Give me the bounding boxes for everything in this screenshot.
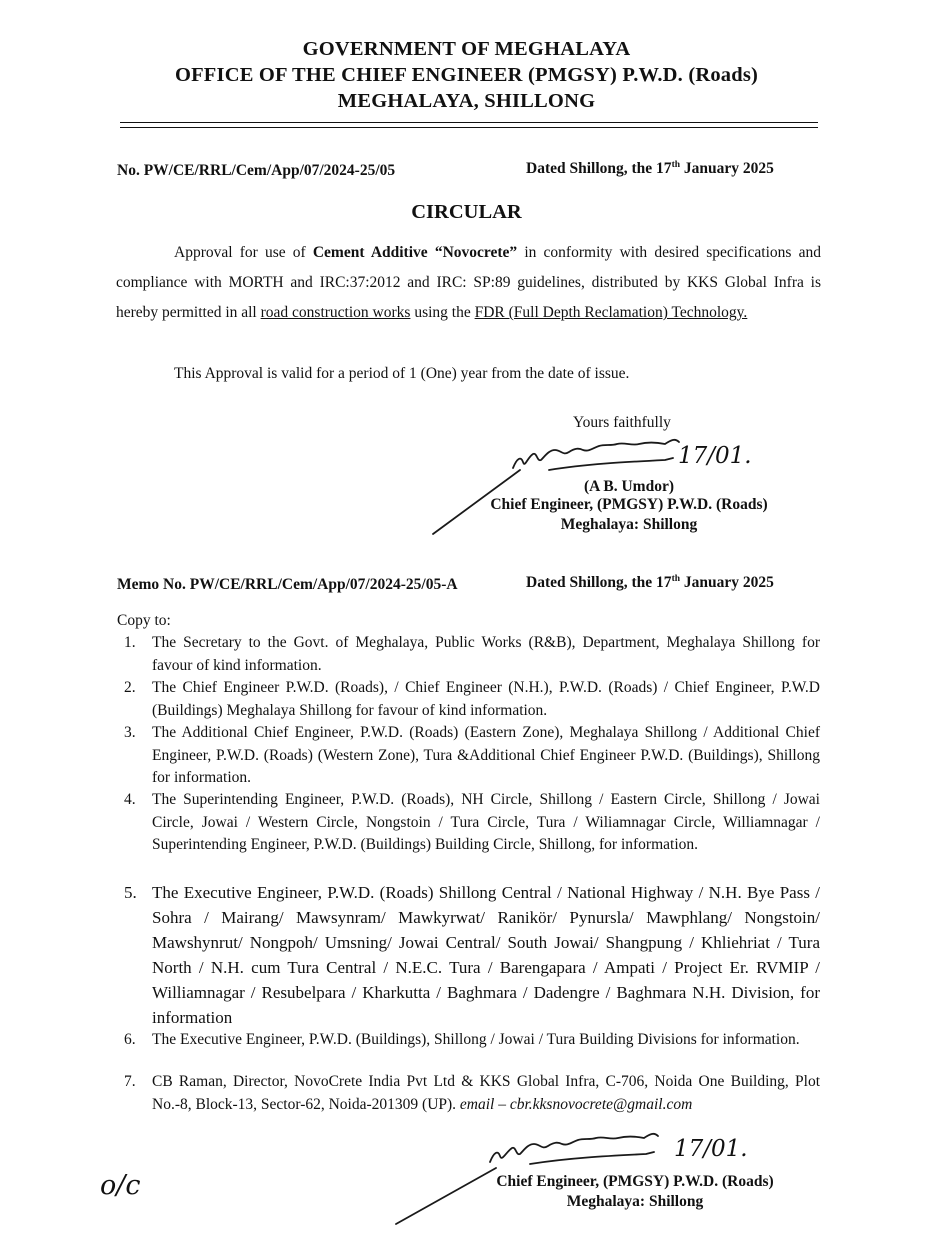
header-location: MEGHALAYA, SHILLONG xyxy=(337,90,596,112)
circular-body-paragraph: Approval for use of Cement Additive “Novocrete” in conformity with desired specifications and compliance with MORTH and IRC:37:2012 and IRC: SP:89 guidelines, distributed by KKS Global Infra is hereby permitted in all road construction works using the FDR (Full Depth Reclamation) Technology. xyxy=(116,244,821,321)
signatory-2-place: Meghalaya: Shillong xyxy=(566,1193,704,1210)
copy-to-item: 2. The Chief Engineer P.W.D. (Roads), / Chief Engineer (N.H.), P.W.D. (Roads) / Chief Engineer, P.W.D (Buildings) Meghalaya Shillong for favour of kind information. xyxy=(124,679,820,719)
signature-2-handwritten-date: 17/01. xyxy=(674,1136,748,1162)
header-rule-bottom xyxy=(120,127,818,128)
copy-to-item: 7. CB Raman, Director, NovoCrete India Pvt Ltd & KKS Global Infra, C-706, Noida One Building, Plot No.-8, Block-13, Sector-62, Noida-201309 (UP). email – cbr.kksnovocrete@gmail.com xyxy=(124,1073,820,1113)
underlined-road-works: road construction works xyxy=(260,304,411,321)
header-rule-top xyxy=(120,122,818,123)
signature-1-handwritten-date: 17/01. xyxy=(678,443,752,469)
reference-number: No. PW/CE/RRL/Cem/App/07/2024-25/05 xyxy=(117,162,396,179)
underlined-fdr-technology: FDR (Full Depth Reclamation) Technology. xyxy=(474,304,748,321)
copy-to-item: 4. The Superintending Engineer, P.W.D. (Roads), NH Circle, Shillong / Eastern Circle, Shillong / Jowai Circle, Jowai / Western Circle, Nongstoin / Tura Circle, Tura / Wiliamnagar Circle, Williamnagar / Superintending Engineer, P.W.D. (Buildings) Building Circle, Shillong, for information. xyxy=(124,791,820,853)
signatory-name: (A B. Umdor) xyxy=(584,478,674,495)
copy-to-label: Copy to: xyxy=(117,612,171,629)
memo-number: Memo No. PW/CE/RRL/Cem/App/07/2024-25/05-A xyxy=(117,576,458,593)
signatory-2-designation: Chief Engineer, (PMGSY) P.W.D. (Roads) xyxy=(496,1173,774,1190)
product-name: Cement Additive “Novocrete” xyxy=(312,244,518,261)
copy-to-item: 6. The Executive Engineer, P.W.D. (Buildings), Shillong / Jowai / Tura Building Divisions for information. xyxy=(124,1031,800,1048)
contact-email: email – cbr.kksnovocrete@gmail.com xyxy=(459,1095,693,1113)
validity-paragraph: This Approval is valid for a period of 1 (One) year from the date of issue. xyxy=(174,365,630,382)
copy-to-item: 3. The Additional Chief Engineer, P.W.D. (Roads) (Eastern Zone), Meghalaya Shillong / Additional Chief Engineer, P.W.D. (Roads) (Western Zone), Tura &Additional Chief Engineer P.W.D. (Buildings), Shillong for information. xyxy=(124,724,820,786)
margin-note-handwritten: o/c xyxy=(100,1170,141,1201)
header-office: OFFICE OF THE CHIEF ENGINEER (PMGSY) P.W.D. (Roads) xyxy=(174,64,759,86)
copy-to-item: 5. The Executive Engineer, P.W.D. (Roads) Shillong Central / National Highway / N.H. Bye Pass / Sohra / Mairang/ Mawsynram/ Mawkyrwat/ Ranikör/ Pynursla/ Mawphlang/ Nongstoin/ Mawshynrut/ Nongpoh/ Umsning/ Jowai Central/ South Jowai/ Shangpung / Khliehriat / Tura North / N.H. cum Tura Central / N.E.C. Tura / Barengapara / Ampati / Project Er. RVMIP / Williamnagar / Resubelpara / Kharkutta / Baghmara / Dadengre / Baghmara N.H. Division, for information xyxy=(124,883,820,1027)
signatory-designation: Chief Engineer, (PMGSY) P.W.D. (Roads) xyxy=(490,496,768,513)
memo-date: Dated Shillong, the 17th January 2025 xyxy=(526,574,774,591)
copy-to-item: 1. The Secretary to the Govt. of Meghalaya, Public Works (R&B), Department, Meghalaya Shillong for favour of kind information. xyxy=(124,634,820,674)
closing-yours-faithfully: Yours faithfully xyxy=(573,414,671,431)
circular-title: CIRCULAR xyxy=(411,201,522,223)
header-government: GOVERNMENT OF MEGHALAYA xyxy=(302,38,631,60)
signatory-place: Meghalaya: Shillong xyxy=(560,516,698,533)
reference-date: Dated Shillong, the 17th January 2025 xyxy=(526,160,774,177)
